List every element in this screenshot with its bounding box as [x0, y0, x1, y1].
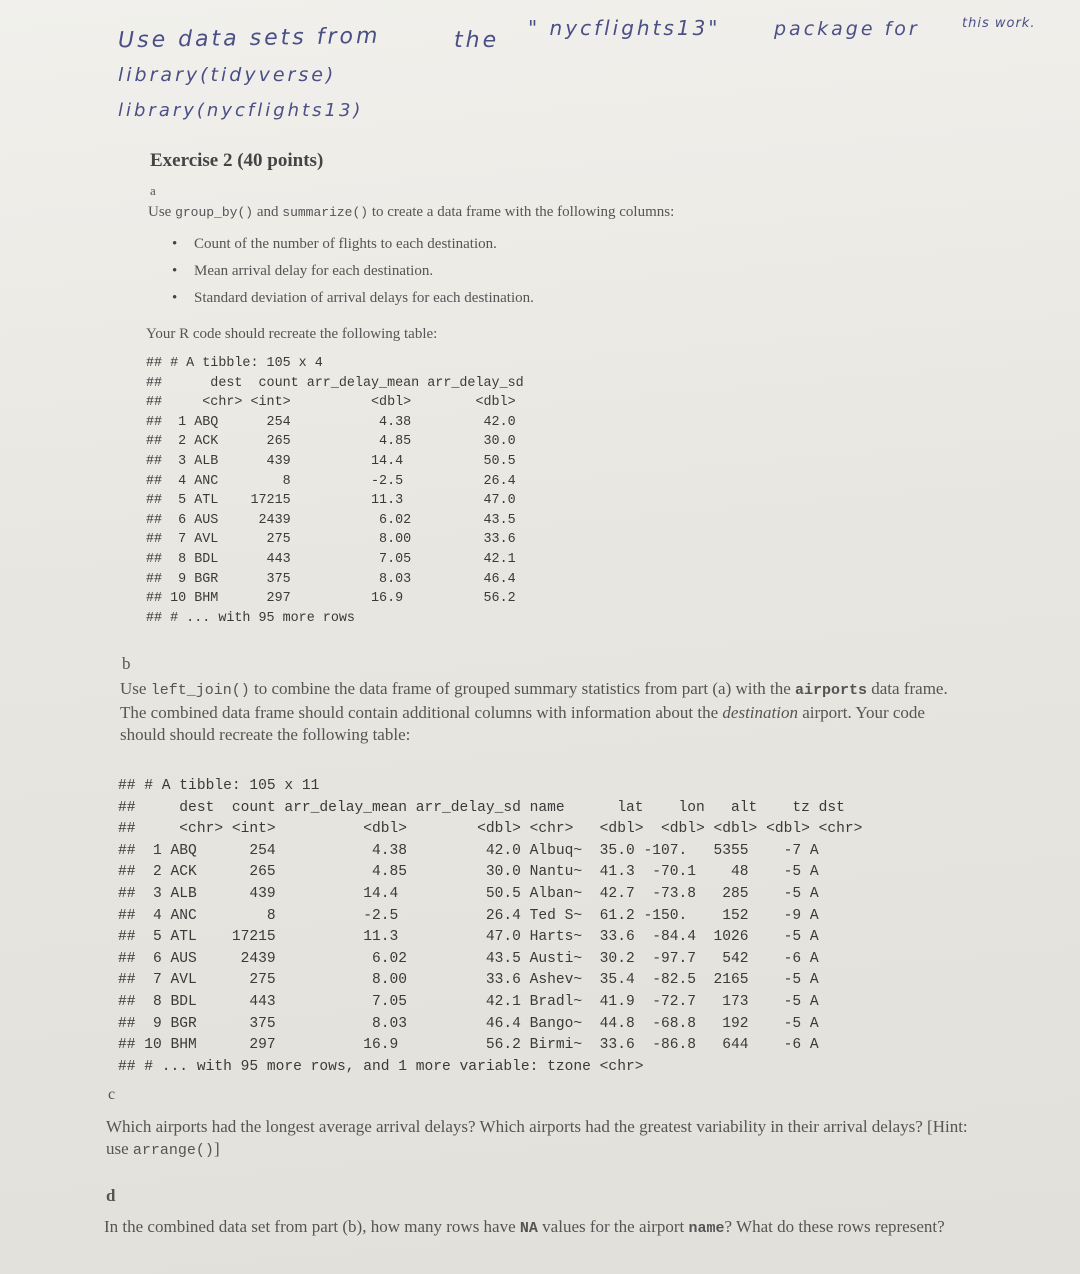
fn-left-join: left_join() — [150, 682, 250, 699]
part-d-text1: In the combined data set from part (b), how many rows have — [104, 1217, 520, 1236]
kw-na: NA — [519, 1220, 538, 1237]
fn-group-by: group_by() — [175, 205, 254, 220]
handwritten-note-1a: Use data sets from — [117, 23, 381, 54]
part-c-text2: ] — [213, 1139, 220, 1158]
part-c-text1: Which airports had the longest average arrival delays? Which airports had the greatest variability in their arrival delays? [Hint: use — [106, 1117, 968, 1158]
handwritten-note-1e: this work. — [962, 16, 1036, 31]
handwritten-note-1b: the — [454, 28, 500, 53]
handwritten-note-1c: " nycflights13" — [528, 16, 721, 40]
part-b-intro — [120, 678, 970, 746]
part-a-intro-text1: Use — [148, 204, 176, 220]
handwritten-note-1d: package for — [774, 18, 920, 40]
part-a-intro-text2: and — [253, 204, 283, 220]
list-item: • Count of the number of flights to each destination. — [172, 236, 534, 253]
part-d-text2: values for the airport — [537, 1217, 689, 1236]
part-a-intro — [148, 202, 848, 222]
part-a-intro-text3: to create a data frame with the following columns: — [368, 204, 675, 220]
tibble-output-a: ## # A tibble: 105 x 4 ## dest count arr_delay_mean arr_delay_sd ## <chr> <int> <dbl> <dbl> ## 1 ABQ 254 4.38 42.0 ## 2 ACK 265 4.85 30.0 ## 3 ALB 439 14.4 50.5 ## 4 ANC 8 -2.5 26.4 ## 5 ATL 17215 11.3 47.0 ## 6 AUS 2439 6.02 43.5 ## 7 AVL 275 8.00 33.6 ## 8 BDL 443 7.05 42.1 ## 9 BGR 375 8.03 46.4 ## 10 BHM 297 16.9 56.2 ## # ... with 95 more rows — [146, 356, 524, 626]
tibble-output-b: ## # A tibble: 105 x 11 ## dest count arr_delay_mean arr_delay_sd name lat lon alt tz dst ## <chr> <int> <dbl> <dbl> <chr> <dbl> <dbl> <dbl> <dbl> <chr> ## 1 ABQ 254 4.38 42.0 Albuq~ 35.0 -107. 5355 -7 A ## 2 ACK 265 4.85 30.0 Nantu~ 41.3 -70.1 48 -5 A ## 3 ALB 439 14.4 50.5 Alban~ 42.7 -73.8 285 -5 A ## 4 ANC 8 -2.5 26.4 Ted S~ 61.2 -150. 152 -9 A ## 5 ATL 17215 11.3 47.0 Harts~ 33.6 -84.4 1026 -5 A ## 6 AUS 2439 6.02 43.5 Austi~ 30.2 -97.7 542 -6 A ## 7 AVL 275 8.00 33.6 Ashev~ 35.4 -82.5 2165 -5 A ## 8 BDL 443 7.05 42.1 Bradl~ 41.9 -72.7 173 -5 A ## 9 BGR 375 8.03 46.4 Bango~ 44.8 -68.8 192 -5 A ## 10 BHM 297 16.9 56.2 Birmi~ 33.6 -86.8 644 -6 A ## # ... with 95 more rows, and 1 more variable: tzone <chr> — [118, 778, 863, 1075]
part-c-letter: c — [108, 1086, 116, 1103]
list-item: • Standard deviation of arrival delays for each destination. — [172, 290, 534, 307]
fn-arrange: arrange() — [132, 1142, 214, 1159]
part-b-text4: airport. Your code should should recreate the following table: — [120, 703, 925, 744]
exercise-title: Exercise 2 (40 points) — [150, 150, 324, 171]
handwritten-note-3: library(nycflights13) — [118, 100, 364, 121]
part-d-text3: ? What do these rows represent? — [724, 1217, 945, 1236]
fn-summarize: summarize() — [282, 205, 369, 220]
part-a-recreate-note: Your R code should recreate the following table: — [146, 326, 438, 342]
part-b-emphasis: destination — [722, 703, 798, 722]
list-item: • Mean arrival delay for each destination. — [172, 263, 534, 280]
part-a-bullet-list — [172, 236, 534, 317]
part-b-text1: Use — [120, 679, 151, 698]
handwritten-note-2: library(tidyverse) — [118, 64, 337, 86]
part-a-letter: a — [150, 183, 156, 198]
part-c-question — [106, 1116, 976, 1162]
part-b-text2: to combine the data frame of grouped summary statistics from part (a) with the — [249, 679, 795, 698]
part-d-question — [104, 1216, 984, 1240]
part-b-text3: data frame. The combined data frame should contain additional columns with information about the — [120, 679, 948, 722]
kw-name: name — [688, 1220, 725, 1237]
part-b-letter: b — [122, 654, 131, 673]
kw-airports: airports — [795, 682, 868, 699]
part-d-letter: d — [106, 1186, 116, 1205]
